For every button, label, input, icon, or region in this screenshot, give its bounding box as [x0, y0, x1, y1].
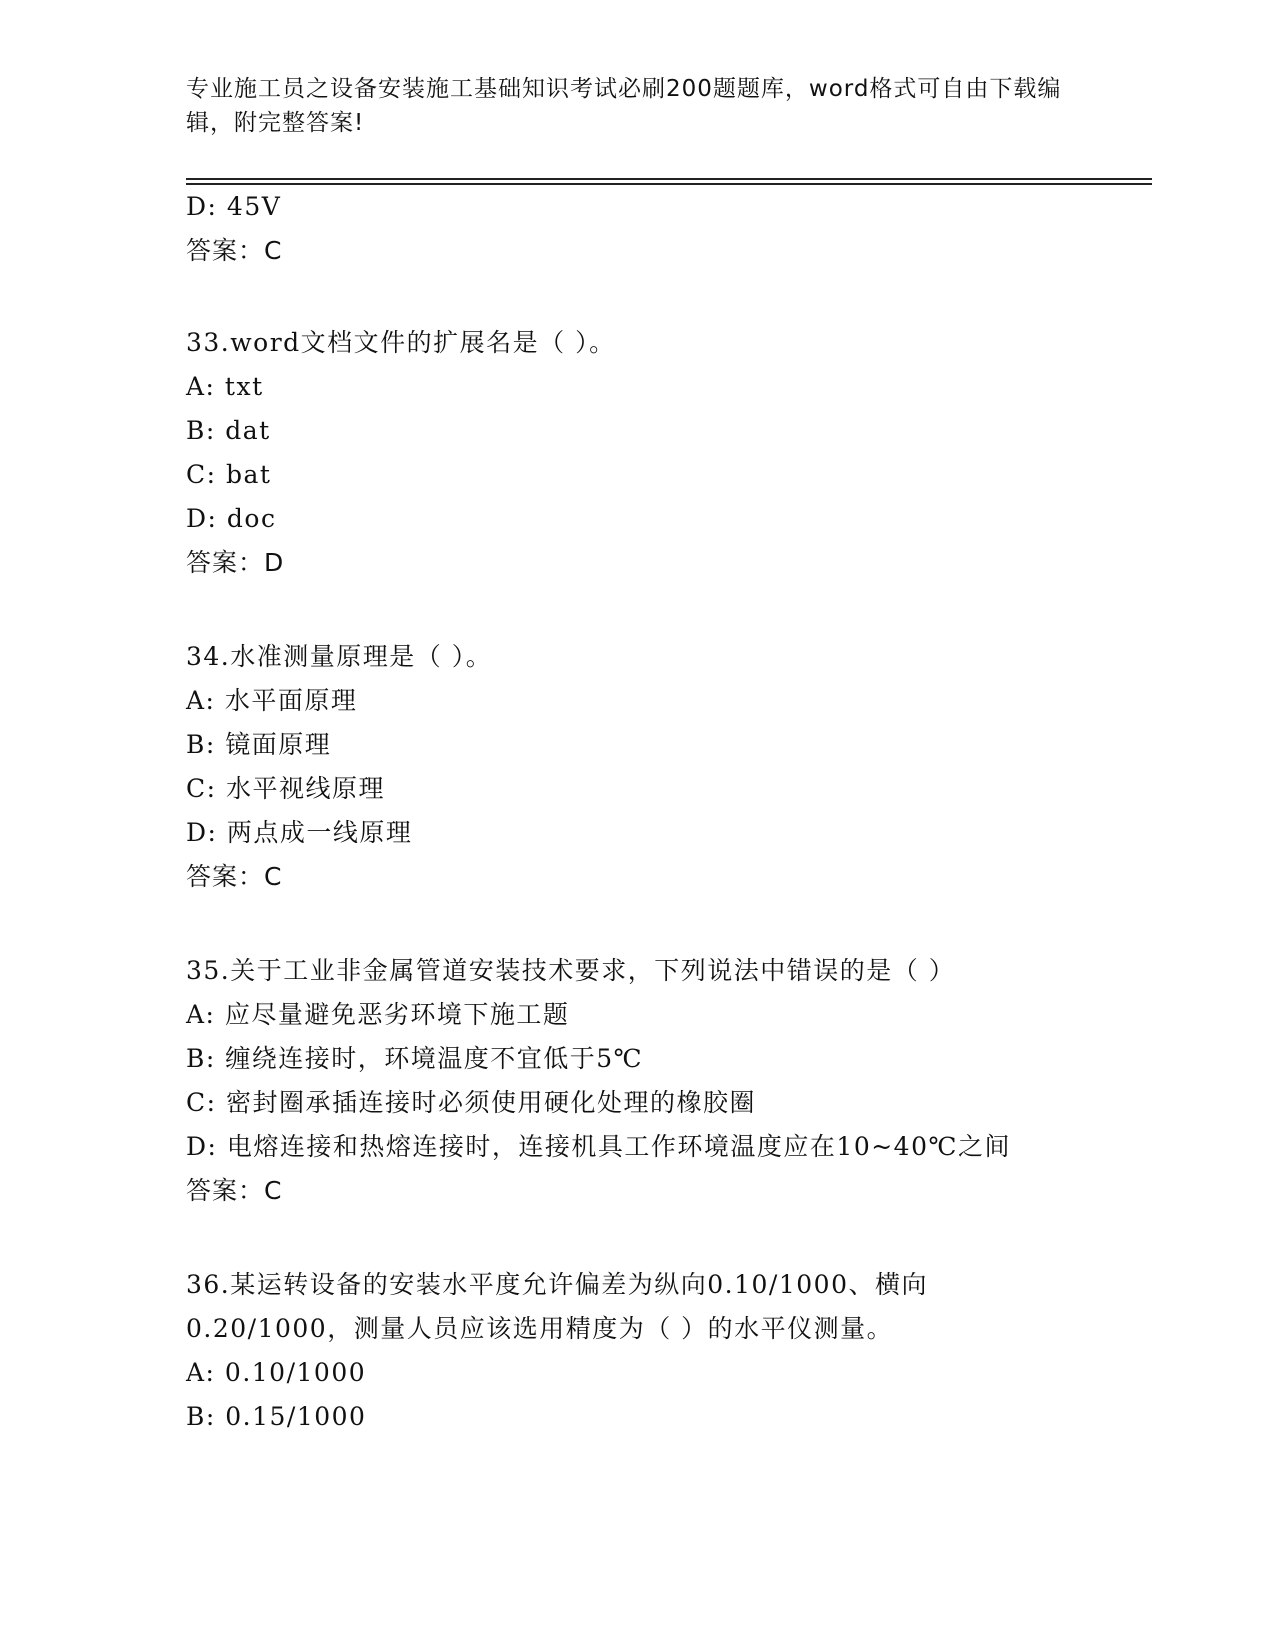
question-stem: 34.水准测量原理是（ ）。: [186, 642, 493, 671]
answer-text: 答案：D: [186, 548, 285, 577]
option-d: D: 两点成一线原理: [186, 818, 413, 847]
question-stem: 35.关于工业非金属管道安装技术要求，下列说法中错误的是（ ）: [186, 956, 956, 985]
option-c: C: 水平视线原理: [186, 774, 385, 803]
answer-text: 答案：C: [186, 862, 283, 891]
option-a: A: 水平面原理: [186, 686, 358, 715]
question-stem: 33.word文档文件的扩展名是（ ）。: [186, 328, 616, 357]
document-header: 专业施工员之设备安装施工基础知识考试必刷200题题库，word格式可自由下载编辑，附完整答案!: [186, 76, 1062, 136]
option-a: A: 应尽量避免恶劣环境下施工题: [186, 1000, 570, 1029]
answer-text: 答案：C: [186, 236, 283, 265]
option-c: C: bat: [186, 460, 272, 489]
option-d: D: 45V: [186, 192, 282, 221]
question-stem-line1: 36.某运转设备的安装水平度允许偏差为纵向0.10/1000、横向: [186, 1270, 928, 1299]
option-a: A: txt: [186, 372, 264, 401]
option-d: D: doc: [186, 504, 277, 533]
option-a: A: 0.10/1000: [186, 1358, 367, 1387]
option-c: C: 密封圈承插连接时必须使用硬化处理的橡胶圈: [186, 1088, 756, 1117]
option-b: B: 缠绕连接时，环境温度不宜低于5℃: [186, 1044, 644, 1073]
option-b: B: 镜面原理: [186, 730, 332, 759]
answer-text: 答案：C: [186, 1176, 283, 1205]
header-divider-top: [186, 178, 1152, 180]
option-d: D: 电熔连接和热熔连接时，连接机具工作环境温度应在10~40℃之间: [186, 1132, 1011, 1161]
question-stem-line2: 0.20/1000，测量人员应该选用精度为（ ）的水平仪测量。: [186, 1314, 894, 1343]
option-b: B: dat: [186, 416, 271, 445]
option-b: B: 0.15/1000: [186, 1402, 367, 1431]
header-divider-bottom: [186, 183, 1152, 185]
